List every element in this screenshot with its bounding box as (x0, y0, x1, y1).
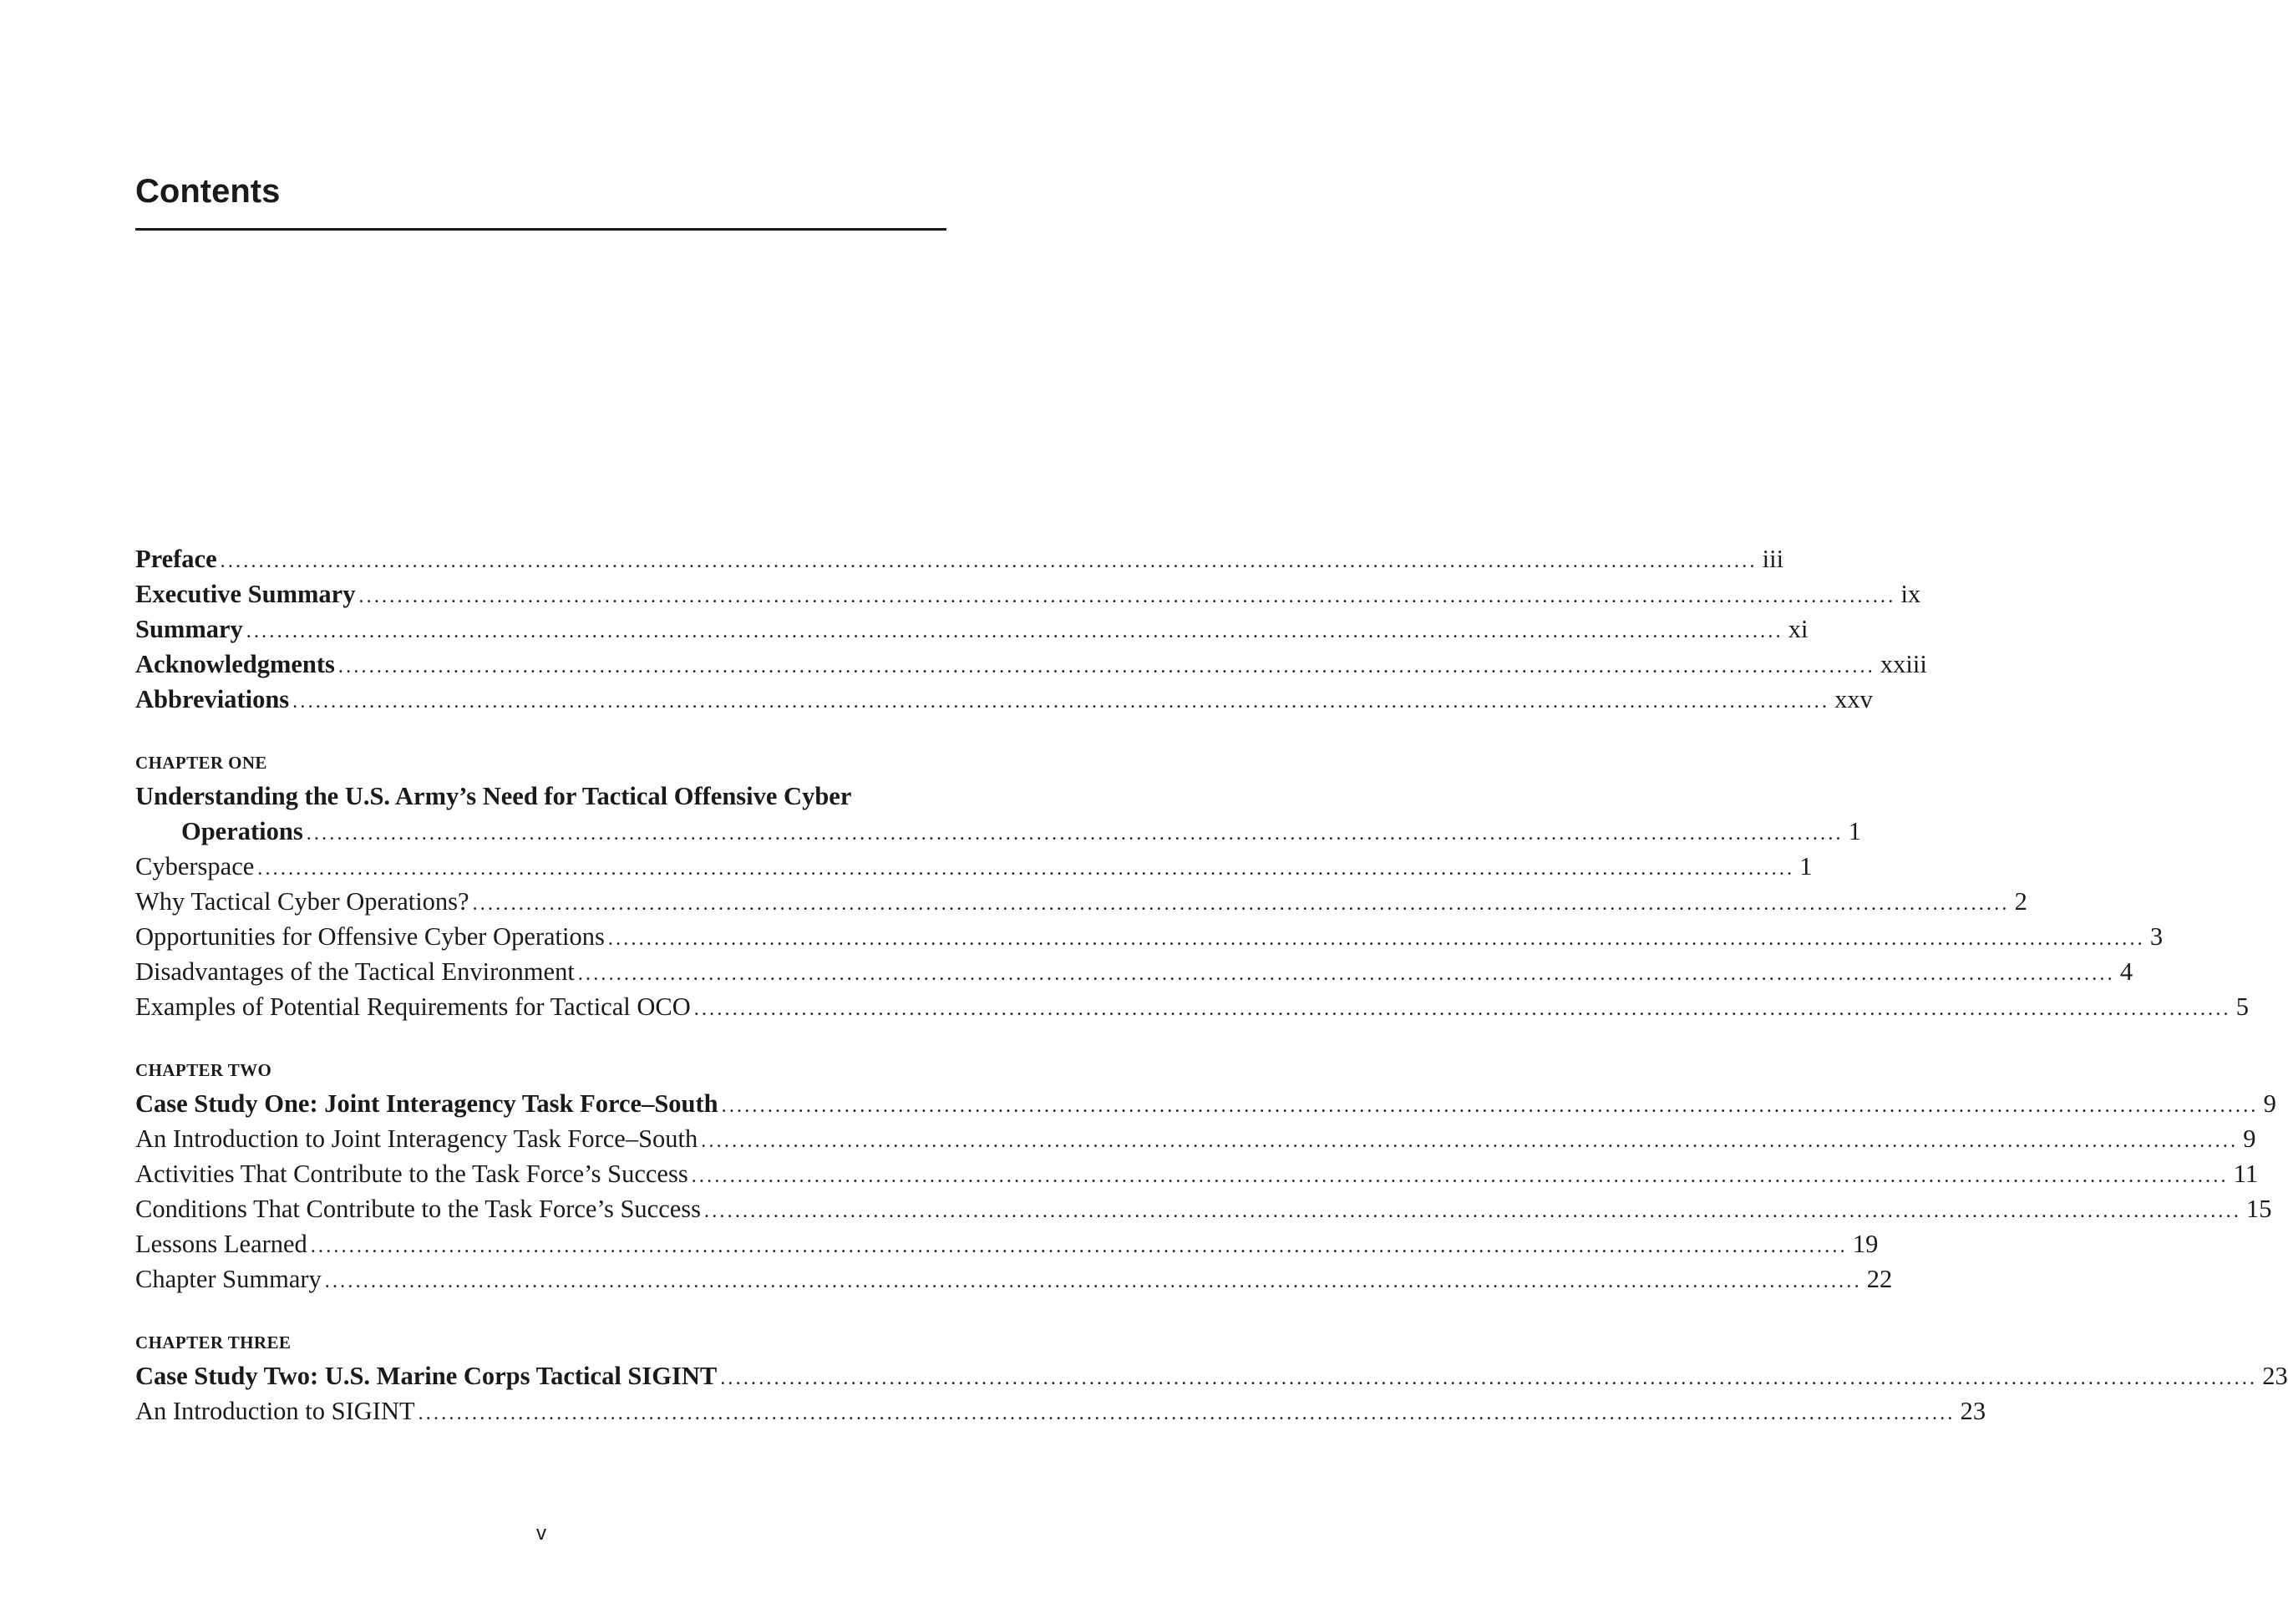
toc-entry-label: Why Tactical Cyber Operations? (135, 887, 469, 916)
toc-entry-page: iii (1762, 545, 1784, 573)
toc-entry-page: 9 (2243, 1124, 2256, 1153)
dot-leader: ........................................................................................................................................................................................................ (292, 691, 1830, 713)
toc-entry-page: 19 (1852, 1230, 1879, 1258)
toc-entry-label: Conditions That Contribute to the Task Force’s Success (135, 1195, 702, 1223)
toc-entry-label: Case Study Two: U.S. Marine Corps Tactical SIGINT (135, 1362, 718, 1390)
dot-leader: ........................................................................................................................................................................................................ (607, 928, 2145, 950)
chapter-title-entry[interactable] (135, 814, 1861, 849)
chapter-label: CHAPTER TWO (135, 1060, 272, 1080)
toc-section-entry[interactable] (135, 919, 2164, 954)
chapter-label: CHAPTER THREE (135, 1332, 292, 1352)
page-title: Contents (135, 173, 281, 210)
dot-leader: ........................................................................................................................................................................................................ (720, 1368, 2258, 1389)
toc-entry-summary[interactable] (135, 612, 1809, 647)
dot-leader: ........................................................................................................................................................................................................ (691, 1165, 2229, 1187)
toc-entry-label: Disadvantages of the Tactical Environment (135, 957, 575, 986)
dot-leader: ........................................................................................................................................................................................................ (472, 893, 2010, 915)
toc-entry-label: Preface (135, 545, 217, 573)
page-number: v (536, 1522, 546, 1545)
chapter-title-entry[interactable] (135, 1358, 2288, 1393)
dot-leader: ........................................................................................................................................................................................................ (701, 1130, 2239, 1152)
dot-leader: ........................................................................................................................................................................................................ (310, 1236, 1848, 1257)
toc-entry-page: 15 (2246, 1195, 2272, 1223)
chapter-title-line[interactable]: Understanding the U.S. Army’s Need for Tactical Offensive Cyber (135, 782, 852, 810)
toc-entry-preface[interactable] (135, 541, 1784, 576)
toc-section-entry[interactable] (135, 954, 2133, 989)
toc-entry-label: Summary (135, 615, 243, 643)
toc-entry-label: Case Study One: Joint Interagency Task Force–South (135, 1089, 718, 1118)
toc-entry-page: 9 (2263, 1089, 2276, 1118)
toc-section-entry[interactable] (135, 1121, 2256, 1156)
toc-entry-page: 4 (2119, 957, 2133, 986)
toc-entry-page: xxiii (1880, 650, 1927, 678)
toc-entry-label: Lessons Learned (135, 1230, 307, 1258)
toc-section-entry[interactable] (135, 1393, 1986, 1429)
toc-entry-label: An Introduction to SIGINT (135, 1397, 415, 1425)
toc-entry-abbreviations[interactable] (135, 682, 1873, 717)
dot-leader: ........................................................................................................................................................................................................ (306, 823, 1844, 845)
toc-entry-page: 22 (1866, 1265, 1893, 1293)
toc-entry-executive-summary[interactable] (135, 576, 1921, 612)
toc-section-entry[interactable] (135, 1261, 1893, 1297)
toc-entry-page: 23 (2262, 1362, 2288, 1390)
toc-entry-page: 1 (1799, 852, 1813, 881)
dot-leader: ........................................................................................................................................................................................................ (220, 551, 1758, 572)
dot-leader: ........................................................................................................................................................................................................ (337, 656, 1875, 678)
toc-entry-label: An Introduction to Joint Interagency Task Force–South (135, 1124, 698, 1153)
toc-section-entry[interactable] (135, 1191, 2272, 1226)
dot-leader: ........................................................................................................................................................................................................ (693, 998, 2231, 1020)
toc-entry-page: 23 (1960, 1397, 1986, 1425)
toc-entry-label: Executive Summary (135, 580, 356, 608)
toc-entry-page: 11 (2233, 1160, 2259, 1188)
table-of-contents (135, 541, 2288, 1429)
toc-entry-page: xi (1788, 615, 1809, 643)
dot-leader: ........................................................................................................................................................................................................ (418, 1403, 1956, 1424)
chapter-title-entry[interactable] (135, 1086, 2276, 1121)
dot-leader: ........................................................................................................................................................................................................ (704, 1200, 2242, 1222)
toc-entry-page: 5 (2235, 992, 2249, 1021)
toc-entry-label: Cyberspace (135, 852, 255, 881)
toc-entry-page: ix (1900, 580, 1921, 608)
toc-entry-label: Chapter Summary (135, 1265, 322, 1293)
toc-section-entry[interactable] (135, 884, 2027, 919)
dot-leader: ........................................................................................................................................................................................................ (721, 1095, 2259, 1117)
toc-entry-page: 3 (2149, 922, 2164, 951)
toc-section-entry[interactable] (135, 1156, 2259, 1191)
toc-entry-acknowledgments[interactable] (135, 647, 1927, 682)
toc-entry-label: Acknowledgments (135, 650, 335, 678)
toc-entry-label: Examples of Potential Requirements for Tactical OCO (135, 992, 691, 1021)
toc-entry-page: 2 (2014, 887, 2027, 916)
toc-entry-page: xxv (1834, 685, 1873, 713)
dot-leader: ........................................................................................................................................................................................................ (324, 1271, 1862, 1292)
dot-leader: ........................................................................................................................................................................................................ (246, 621, 1783, 642)
toc-section-entry[interactable] (135, 849, 1813, 884)
title-rule (135, 228, 946, 231)
toc-entry-label: Operations (181, 817, 303, 845)
dot-leader: ........................................................................................................................................................................................................ (257, 858, 1795, 880)
toc-entry-label: Opportunities for Offensive Cyber Operations (135, 922, 605, 951)
dot-leader: ........................................................................................................................................................................................................ (358, 586, 1896, 607)
chapter-label: CHAPTER ONE (135, 753, 267, 773)
toc-entry-page: 1 (1848, 817, 1861, 845)
toc-entry-label: Activities That Contribute to the Task Force’s Success (135, 1160, 688, 1188)
toc-section-entry[interactable] (135, 989, 2249, 1024)
dot-leader: ........................................................................................................................................................................................................ (577, 963, 2115, 985)
toc-entry-label: Abbreviations (135, 685, 290, 713)
toc-section-entry[interactable] (135, 1226, 1879, 1261)
